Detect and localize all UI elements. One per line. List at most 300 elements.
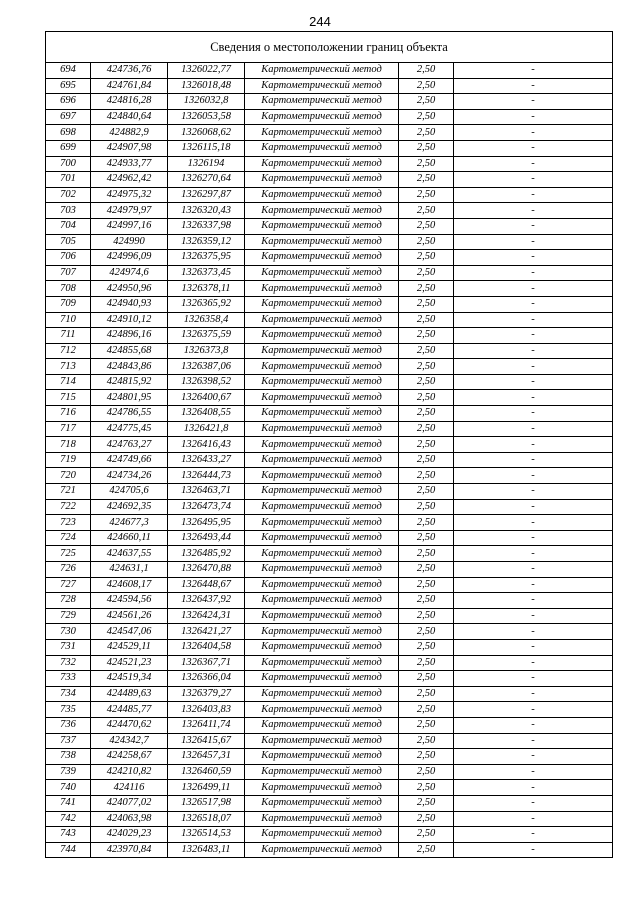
point-number-cell: 704 [46,218,91,234]
x-coordinate-cell: 423970,84 [91,842,168,858]
method-cell: Картометрический метод [245,390,399,406]
accuracy-cell: 2,50 [399,390,454,406]
y-coordinate-cell: 1326367,71 [168,655,245,671]
point-number-cell: 731 [46,639,91,655]
point-number-cell: 695 [46,78,91,94]
x-coordinate-cell: 424547,06 [91,624,168,640]
y-coordinate-cell: 1326018,48 [168,78,245,94]
table-row [46,281,613,297]
accuracy-cell: 2,50 [399,515,454,531]
x-coordinate-cell: 424734,26 [91,468,168,484]
point-number-cell: 734 [46,686,91,702]
method-cell: Картометрический метод [245,359,399,375]
accuracy-cell: 2,50 [399,795,454,811]
method-cell: Картометрический метод [245,328,399,344]
y-coordinate-cell: 1326115,18 [168,140,245,156]
y-coordinate-cell: 1326437,92 [168,593,245,609]
y-coordinate-cell: 1326411,74 [168,717,245,733]
accuracy-cell: 2,50 [399,172,454,188]
point-number-cell: 742 [46,811,91,827]
point-number-cell: 703 [46,203,91,219]
point-number-cell: 708 [46,281,91,297]
y-coordinate-cell: 1326499,11 [168,780,245,796]
point-number-cell: 737 [46,733,91,749]
accuracy-cell: 2,50 [399,702,454,718]
table-row [46,203,613,219]
method-cell: Картометрический метод [245,172,399,188]
y-coordinate-cell: 1326032,8 [168,94,245,110]
accuracy-cell: 2,50 [399,156,454,172]
description-cell: - [454,94,613,110]
accuracy-cell: 2,50 [399,780,454,796]
x-coordinate-cell: 424801,95 [91,390,168,406]
x-coordinate-cell: 424210,82 [91,764,168,780]
accuracy-cell: 2,50 [399,296,454,312]
x-coordinate-cell: 424933,77 [91,156,168,172]
method-cell: Картометрический метод [245,608,399,624]
boundary-coordinates-table [45,31,613,858]
method-cell: Картометрический метод [245,265,399,281]
x-coordinate-cell: 424258,67 [91,749,168,765]
description-cell: - [454,437,613,453]
method-cell: Картометрический метод [245,593,399,609]
y-coordinate-cell: 1326053,58 [168,109,245,125]
x-coordinate-cell: 424975,32 [91,187,168,203]
description-cell: - [454,140,613,156]
y-coordinate-cell: 1326416,43 [168,437,245,453]
table-title: Сведения о местоположении границ объекта [46,32,613,63]
description-cell: - [454,484,613,500]
x-coordinate-cell: 424761,84 [91,78,168,94]
method-cell: Картометрический метод [245,811,399,827]
method-cell: Картометрический метод [245,234,399,250]
y-coordinate-cell: 1326387,06 [168,359,245,375]
description-cell: - [454,530,613,546]
description-cell: - [454,328,613,344]
x-coordinate-cell: 424594,56 [91,593,168,609]
x-coordinate-cell: 424940,93 [91,296,168,312]
table-row [46,218,613,234]
description-cell: - [454,125,613,141]
x-coordinate-cell: 424749,66 [91,452,168,468]
x-coordinate-cell: 424519,34 [91,671,168,687]
y-coordinate-cell: 1326378,11 [168,281,245,297]
point-number-cell: 705 [46,234,91,250]
table-row [46,577,613,593]
table-row [46,717,613,733]
y-coordinate-cell: 1326337,98 [168,218,245,234]
x-coordinate-cell: 424029,23 [91,827,168,843]
y-coordinate-cell: 1326358,4 [168,312,245,328]
description-cell: - [454,764,613,780]
y-coordinate-cell: 1326483,11 [168,842,245,858]
y-coordinate-cell: 1326400,67 [168,390,245,406]
y-coordinate-cell: 1326366,04 [168,671,245,687]
accuracy-cell: 2,50 [399,639,454,655]
description-cell: - [454,686,613,702]
method-cell: Картометрический метод [245,577,399,593]
x-coordinate-cell: 424631,1 [91,562,168,578]
x-coordinate-cell: 424997,16 [91,218,168,234]
x-coordinate-cell: 424840,64 [91,109,168,125]
table-row [46,499,613,515]
point-number-cell: 713 [46,359,91,375]
accuracy-cell: 2,50 [399,281,454,297]
point-number-cell: 712 [46,343,91,359]
method-cell: Картометрический метод [245,109,399,125]
method-cell: Картометрический метод [245,484,399,500]
table-row [46,250,613,266]
y-coordinate-cell: 1326194 [168,156,245,172]
method-cell: Картометрический метод [245,499,399,515]
description-cell: - [454,421,613,437]
table-row [46,296,613,312]
accuracy-cell: 2,50 [399,343,454,359]
method-cell: Картометрический метод [245,749,399,765]
table-row [46,546,613,562]
x-coordinate-cell: 424470,62 [91,717,168,733]
x-coordinate-cell: 424882,9 [91,125,168,141]
description-cell: - [454,468,613,484]
y-coordinate-cell: 1326373,45 [168,265,245,281]
x-coordinate-cell: 424855,68 [91,343,168,359]
method-cell: Картометрический метод [245,624,399,640]
accuracy-cell: 2,50 [399,78,454,94]
x-coordinate-cell: 424529,11 [91,639,168,655]
method-cell: Картометрический метод [245,468,399,484]
method-cell: Картометрический метод [245,562,399,578]
description-cell: - [454,577,613,593]
point-number-cell: 721 [46,484,91,500]
y-coordinate-cell: 1326297,87 [168,187,245,203]
accuracy-cell: 2,50 [399,686,454,702]
accuracy-cell: 2,50 [399,764,454,780]
table-row [46,359,613,375]
x-coordinate-cell: 424775,45 [91,421,168,437]
point-number-cell: 725 [46,546,91,562]
y-coordinate-cell: 1326320,43 [168,203,245,219]
x-coordinate-cell: 424637,55 [91,546,168,562]
accuracy-cell: 2,50 [399,359,454,375]
accuracy-cell: 2,50 [399,452,454,468]
x-coordinate-cell: 424974,6 [91,265,168,281]
table-row [46,811,613,827]
method-cell: Картометрический метод [245,780,399,796]
x-coordinate-cell: 424705,6 [91,484,168,500]
method-cell: Картометрический метод [245,515,399,531]
method-cell: Картометрический метод [245,78,399,94]
point-number-cell: 741 [46,795,91,811]
accuracy-cell: 2,50 [399,655,454,671]
point-number-cell: 707 [46,265,91,281]
x-coordinate-cell: 424907,98 [91,140,168,156]
method-cell: Картометрический метод [245,156,399,172]
method-cell: Картометрический метод [245,296,399,312]
description-cell: - [454,374,613,390]
x-coordinate-cell: 424896,16 [91,328,168,344]
accuracy-cell: 2,50 [399,187,454,203]
table-row [46,515,613,531]
description-cell: - [454,452,613,468]
table-body [46,63,613,858]
accuracy-cell: 2,50 [399,203,454,219]
description-cell: - [454,109,613,125]
point-number-cell: 719 [46,452,91,468]
description-cell: - [454,702,613,718]
method-cell: Картометрический метод [245,764,399,780]
x-coordinate-cell: 424077,02 [91,795,168,811]
point-number-cell: 738 [46,749,91,765]
y-coordinate-cell: 1326404,58 [168,639,245,655]
accuracy-cell: 2,50 [399,234,454,250]
point-number-cell: 698 [46,125,91,141]
x-coordinate-cell: 424843,86 [91,359,168,375]
method-cell: Картометрический метод [245,437,399,453]
description-cell: - [454,218,613,234]
x-coordinate-cell: 424786,55 [91,406,168,422]
accuracy-cell: 2,50 [399,406,454,422]
y-coordinate-cell: 1326068,62 [168,125,245,141]
table-row [46,780,613,796]
method-cell: Картометрический метод [245,312,399,328]
table-row [46,406,613,422]
description-cell: - [454,359,613,375]
method-cell: Картометрический метод [245,281,399,297]
method-cell: Картометрический метод [245,250,399,266]
accuracy-cell: 2,50 [399,140,454,156]
accuracy-cell: 2,50 [399,328,454,344]
y-coordinate-cell: 1326463,71 [168,484,245,500]
y-coordinate-cell: 1326470,88 [168,562,245,578]
point-number-cell: 732 [46,655,91,671]
point-number-cell: 716 [46,406,91,422]
accuracy-cell: 2,50 [399,717,454,733]
x-coordinate-cell: 424950,96 [91,281,168,297]
point-number-cell: 717 [46,421,91,437]
method-cell: Картометрический метод [245,546,399,562]
method-cell: Картометрический метод [245,140,399,156]
method-cell: Картометрический метод [245,639,399,655]
method-cell: Картометрический метод [245,671,399,687]
y-coordinate-cell: 1326517,98 [168,795,245,811]
accuracy-cell: 2,50 [399,468,454,484]
accuracy-cell: 2,50 [399,94,454,110]
accuracy-cell: 2,50 [399,624,454,640]
y-coordinate-cell: 1326398,52 [168,374,245,390]
point-number-cell: 700 [46,156,91,172]
method-cell: Картометрический метод [245,218,399,234]
point-number-cell: 702 [46,187,91,203]
method-cell: Картометрический метод [245,187,399,203]
accuracy-cell: 2,50 [399,749,454,765]
accuracy-cell: 2,50 [399,577,454,593]
y-coordinate-cell: 1326457,31 [168,749,245,765]
table-row [46,671,613,687]
method-cell: Картометрический метод [245,125,399,141]
y-coordinate-cell: 1326359,12 [168,234,245,250]
table-row [46,343,613,359]
table-row [46,109,613,125]
table-row [46,234,613,250]
point-number-cell: 723 [46,515,91,531]
accuracy-cell: 2,50 [399,250,454,266]
point-number-cell: 729 [46,608,91,624]
y-coordinate-cell: 1326424,31 [168,608,245,624]
description-cell: - [454,827,613,843]
y-coordinate-cell: 1326514,53 [168,827,245,843]
y-coordinate-cell: 1326485,92 [168,546,245,562]
table-row [46,733,613,749]
point-number-cell: 706 [46,250,91,266]
accuracy-cell: 2,50 [399,671,454,687]
accuracy-cell: 2,50 [399,562,454,578]
point-number-cell: 733 [46,671,91,687]
description-cell: - [454,546,613,562]
table-row [46,156,613,172]
x-coordinate-cell: 424608,17 [91,577,168,593]
description-cell: - [454,593,613,609]
table-row [46,94,613,110]
point-number-cell: 697 [46,109,91,125]
description-cell: - [454,562,613,578]
point-number-cell: 739 [46,764,91,780]
point-number-cell: 727 [46,577,91,593]
table-row [46,63,613,79]
x-coordinate-cell: 424996,09 [91,250,168,266]
x-coordinate-cell: 424979,97 [91,203,168,219]
accuracy-cell: 2,50 [399,109,454,125]
x-coordinate-cell: 424677,3 [91,515,168,531]
point-number-cell: 720 [46,468,91,484]
x-coordinate-cell: 424736,76 [91,63,168,79]
accuracy-cell: 2,50 [399,842,454,858]
y-coordinate-cell: 1326375,95 [168,250,245,266]
method-cell: Картометрический метод [245,63,399,79]
table-row [46,639,613,655]
description-cell: - [454,499,613,515]
table-row [46,842,613,858]
table-row [46,140,613,156]
description-cell: - [454,717,613,733]
x-coordinate-cell: 424815,92 [91,374,168,390]
description-cell: - [454,655,613,671]
y-coordinate-cell: 1326444,73 [168,468,245,484]
accuracy-cell: 2,50 [399,733,454,749]
point-number-cell: 701 [46,172,91,188]
x-coordinate-cell: 424910,12 [91,312,168,328]
table-row [46,795,613,811]
accuracy-cell: 2,50 [399,374,454,390]
y-coordinate-cell: 1326373,8 [168,343,245,359]
table-row [46,437,613,453]
table-row [46,827,613,843]
method-cell: Картометрический метод [245,343,399,359]
description-cell: - [454,515,613,531]
table-row [46,764,613,780]
y-coordinate-cell: 1326270,64 [168,172,245,188]
method-cell: Картометрический метод [245,686,399,702]
method-cell: Картометрический метод [245,733,399,749]
table-row [46,78,613,94]
y-coordinate-cell: 1326408,55 [168,406,245,422]
table-row [46,484,613,500]
x-coordinate-cell: 424521,23 [91,655,168,671]
description-cell: - [454,187,613,203]
description-cell: - [454,811,613,827]
point-number-cell: 735 [46,702,91,718]
point-number-cell: 730 [46,624,91,640]
point-number-cell: 711 [46,328,91,344]
accuracy-cell: 2,50 [399,437,454,453]
description-cell: - [454,63,613,79]
table-row [46,452,613,468]
description-cell: - [454,234,613,250]
x-coordinate-cell: 424063,98 [91,811,168,827]
table-row [46,421,613,437]
table-row [46,593,613,609]
accuracy-cell: 2,50 [399,218,454,234]
y-coordinate-cell: 1326375,59 [168,328,245,344]
accuracy-cell: 2,50 [399,484,454,500]
method-cell: Картометрический метод [245,655,399,671]
table-row [46,686,613,702]
method-cell: Картометрический метод [245,717,399,733]
x-coordinate-cell: 424962,42 [91,172,168,188]
description-cell: - [454,265,613,281]
description-cell: - [454,795,613,811]
point-number-cell: 714 [46,374,91,390]
table-row [46,749,613,765]
method-cell: Картометрический метод [245,94,399,110]
point-number-cell: 726 [46,562,91,578]
method-cell: Картометрический метод [245,530,399,546]
table-row [46,624,613,640]
table-row [46,562,613,578]
table-row [46,608,613,624]
description-cell: - [454,78,613,94]
description-cell: - [454,390,613,406]
x-coordinate-cell: 424342,7 [91,733,168,749]
y-coordinate-cell: 1326518,07 [168,811,245,827]
description-cell: - [454,343,613,359]
accuracy-cell: 2,50 [399,499,454,515]
x-coordinate-cell: 424692,35 [91,499,168,515]
method-cell: Картометрический метод [245,421,399,437]
point-number-cell: 699 [46,140,91,156]
method-cell: Картометрический метод [245,406,399,422]
y-coordinate-cell: 1326473,74 [168,499,245,515]
point-number-cell: 715 [46,390,91,406]
point-number-cell: 694 [46,63,91,79]
accuracy-cell: 2,50 [399,811,454,827]
point-number-cell: 710 [46,312,91,328]
x-coordinate-cell: 424816,28 [91,94,168,110]
accuracy-cell: 2,50 [399,593,454,609]
y-coordinate-cell: 1326403,83 [168,702,245,718]
point-number-cell: 736 [46,717,91,733]
x-coordinate-cell: 424485,77 [91,702,168,718]
y-coordinate-cell: 1326493,44 [168,530,245,546]
table-row [46,125,613,141]
table-row [46,374,613,390]
description-cell: - [454,624,613,640]
point-number-cell: 696 [46,94,91,110]
table-row [46,328,613,344]
x-coordinate-cell: 424561,26 [91,608,168,624]
description-cell: - [454,608,613,624]
accuracy-cell: 2,50 [399,421,454,437]
point-number-cell: 724 [46,530,91,546]
